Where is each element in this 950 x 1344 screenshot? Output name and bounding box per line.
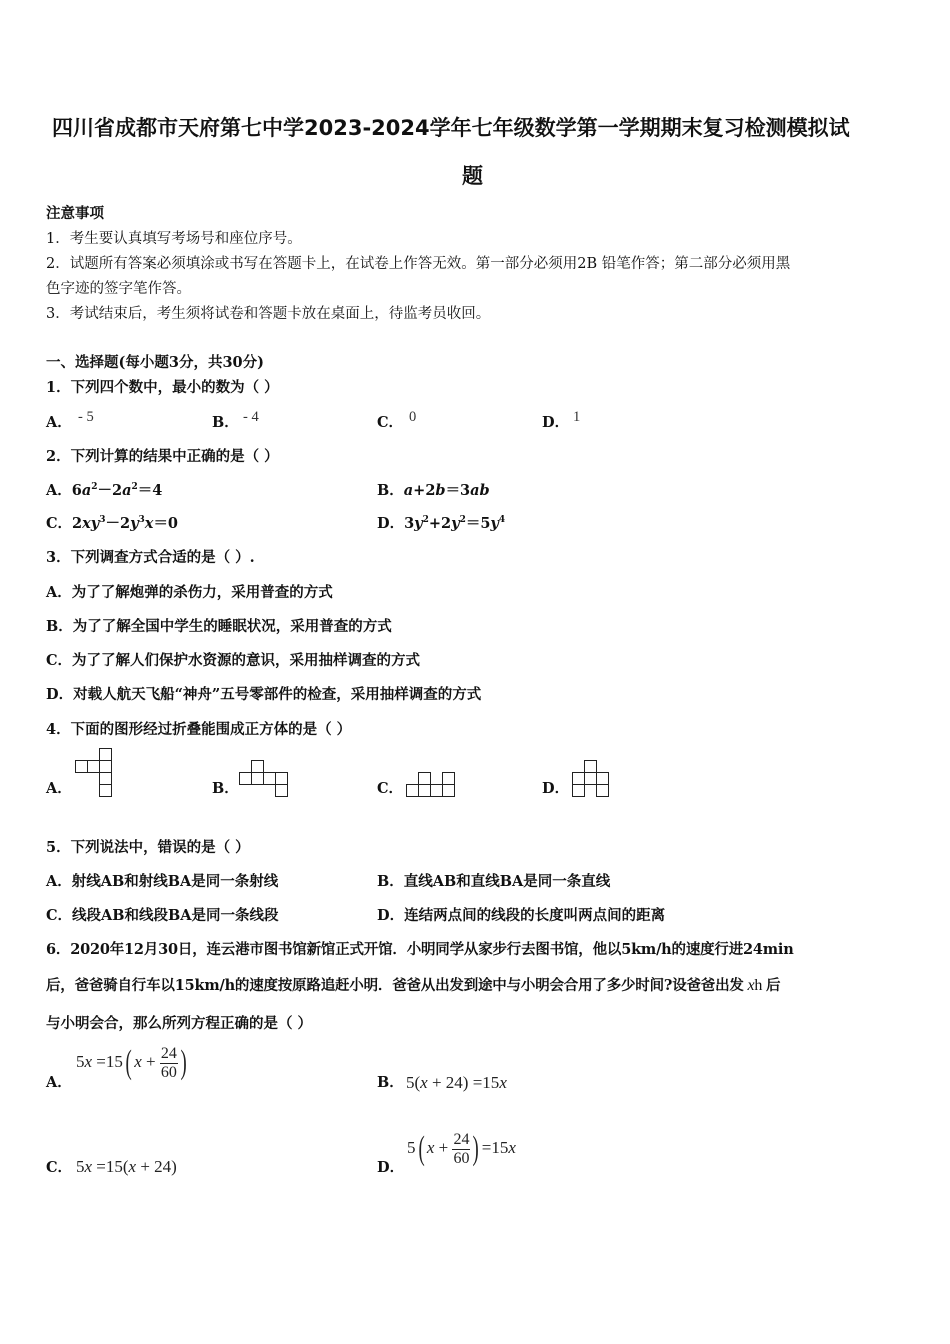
question-2-stem: 2．下列计算的结果中正确的是（ ） xyxy=(46,448,279,465)
q6-option-d-equation: 5( x + $\frac{24}{60}$ ) =15x xyxy=(407,1130,516,1167)
notice-item-1: 1．考生要认真填写考场号和座位序号。 xyxy=(46,231,302,247)
cube-net-d xyxy=(571,760,615,800)
question-6-line-2: 后，爸爸骑自行车以15km/h的速度按原路追赶小明．爸爸从出发到途中与小明会合用了多少时间?设爸爸出发 xh 后 xyxy=(46,977,781,994)
cube-net-c xyxy=(405,772,461,800)
q1-option-d-label: D． xyxy=(542,414,570,431)
q6-option-c-label: C． xyxy=(46,1159,73,1176)
question-6-line-3: 与小明会合，那么所列方程正确的是（ ） xyxy=(46,1015,313,1032)
question-6-line-1: 6．2020年12月30日，连云港市图书馆新馆正式开馆．小明同学从家步行去图书馆，他以5km/h的速度行进24min xyxy=(46,941,794,958)
q4-option-c-label: C． xyxy=(377,780,404,797)
q2-option-a: A．$6a^2-2a^2=4$ xyxy=(46,482,163,499)
cube-net-b xyxy=(238,760,294,800)
q4-option-d-label: D． xyxy=(542,780,570,797)
q6-option-a-equation: 5x =15( x + $\frac{24}{60}$ ) xyxy=(76,1044,187,1081)
q6-option-c-equation: 5x =15(x + 24) xyxy=(76,1157,177,1176)
q4-option-a-label: A． xyxy=(46,780,72,797)
notice-item-3: 3．考试结束后，考生须将试卷和答题卡放在桌面上，待监考员收回。 xyxy=(46,306,491,322)
q3-option-a: A．为了了解炮弹的杀伤力，采用普查的方式 xyxy=(46,584,333,601)
notice-item-2: 2．试题所有答案必须填涂或书写在答题卡上，在试卷上作答无效。第一部分必须用2B 铅笔作答；第二部分必须用黑 xyxy=(46,256,791,272)
notice-heading: 注意事项 xyxy=(46,205,104,222)
notice-item-2-cont: 色字迹的签字笔作答。 xyxy=(46,281,191,297)
q1-option-b-label: B． xyxy=(212,414,239,431)
section-heading: 一、选择题(每小题3分，共30分) xyxy=(46,354,264,371)
q1-option-c-label: C． xyxy=(377,414,404,431)
q1-option-a-value: - 5 xyxy=(78,409,94,425)
q2-option-c: C．$2xy^3-2y^3x=0$ xyxy=(46,515,179,532)
q1-option-d-value: 1 xyxy=(573,409,581,425)
page-title: 四川省成都市天府第七中学2023-2024学年七年级数学第一学期期末复习检测模拟试 xyxy=(52,116,850,140)
q3-option-d: D．对载人航天飞船“神舟”五号零部件的检查，采用抽样调查的方式 xyxy=(46,686,482,703)
question-5-stem: 5．下列说法中，错误的是（ ） xyxy=(46,839,250,856)
q3-option-c: C．为了了解人们保护水资源的意识，采用抽样调查的方式 xyxy=(46,652,421,669)
cube-net-a xyxy=(74,748,114,800)
question-4-stem: 4．下面的图形经过折叠能围成正方体的是（ ） xyxy=(46,721,352,738)
q5-option-b: B．直线AB和直线BA是同一条直线 xyxy=(377,873,611,890)
q1-option-b-value: - 4 xyxy=(243,409,259,425)
q5-option-a: A．射线AB和射线BA是同一条射线 xyxy=(46,873,279,890)
q3-option-b: B．为了了解全国中学生的睡眠状况，采用普查的方式 xyxy=(46,618,392,635)
question-3-stem: 3．下列调查方式合适的是（ ）. xyxy=(46,549,255,566)
q2-option-b: B．a+2b＝3ab xyxy=(377,482,490,499)
q6-option-a-label: A． xyxy=(46,1074,72,1091)
q5-option-d: D．连结两点间的线段的长度叫两点间的距离 xyxy=(377,907,666,924)
q5-option-c: C．线段AB和线段BA是同一条线段 xyxy=(46,907,279,924)
q1-option-c-value: 0 xyxy=(409,409,417,425)
question-1-stem: 1．下列四个数中，最小的数为（ ） xyxy=(46,379,279,396)
q2-option-d: D．$3y^2+2y^2=5y^4$ xyxy=(377,515,506,532)
q1-option-a-label: A． xyxy=(46,414,72,431)
q6-option-b-equation: 5(x + 24) =15x xyxy=(406,1073,507,1092)
page-title-continuation: 题 xyxy=(462,164,483,188)
q6-option-b-label: B． xyxy=(377,1074,404,1091)
q4-option-b-label: B． xyxy=(212,780,239,797)
q6-option-d-label: D． xyxy=(377,1159,405,1176)
